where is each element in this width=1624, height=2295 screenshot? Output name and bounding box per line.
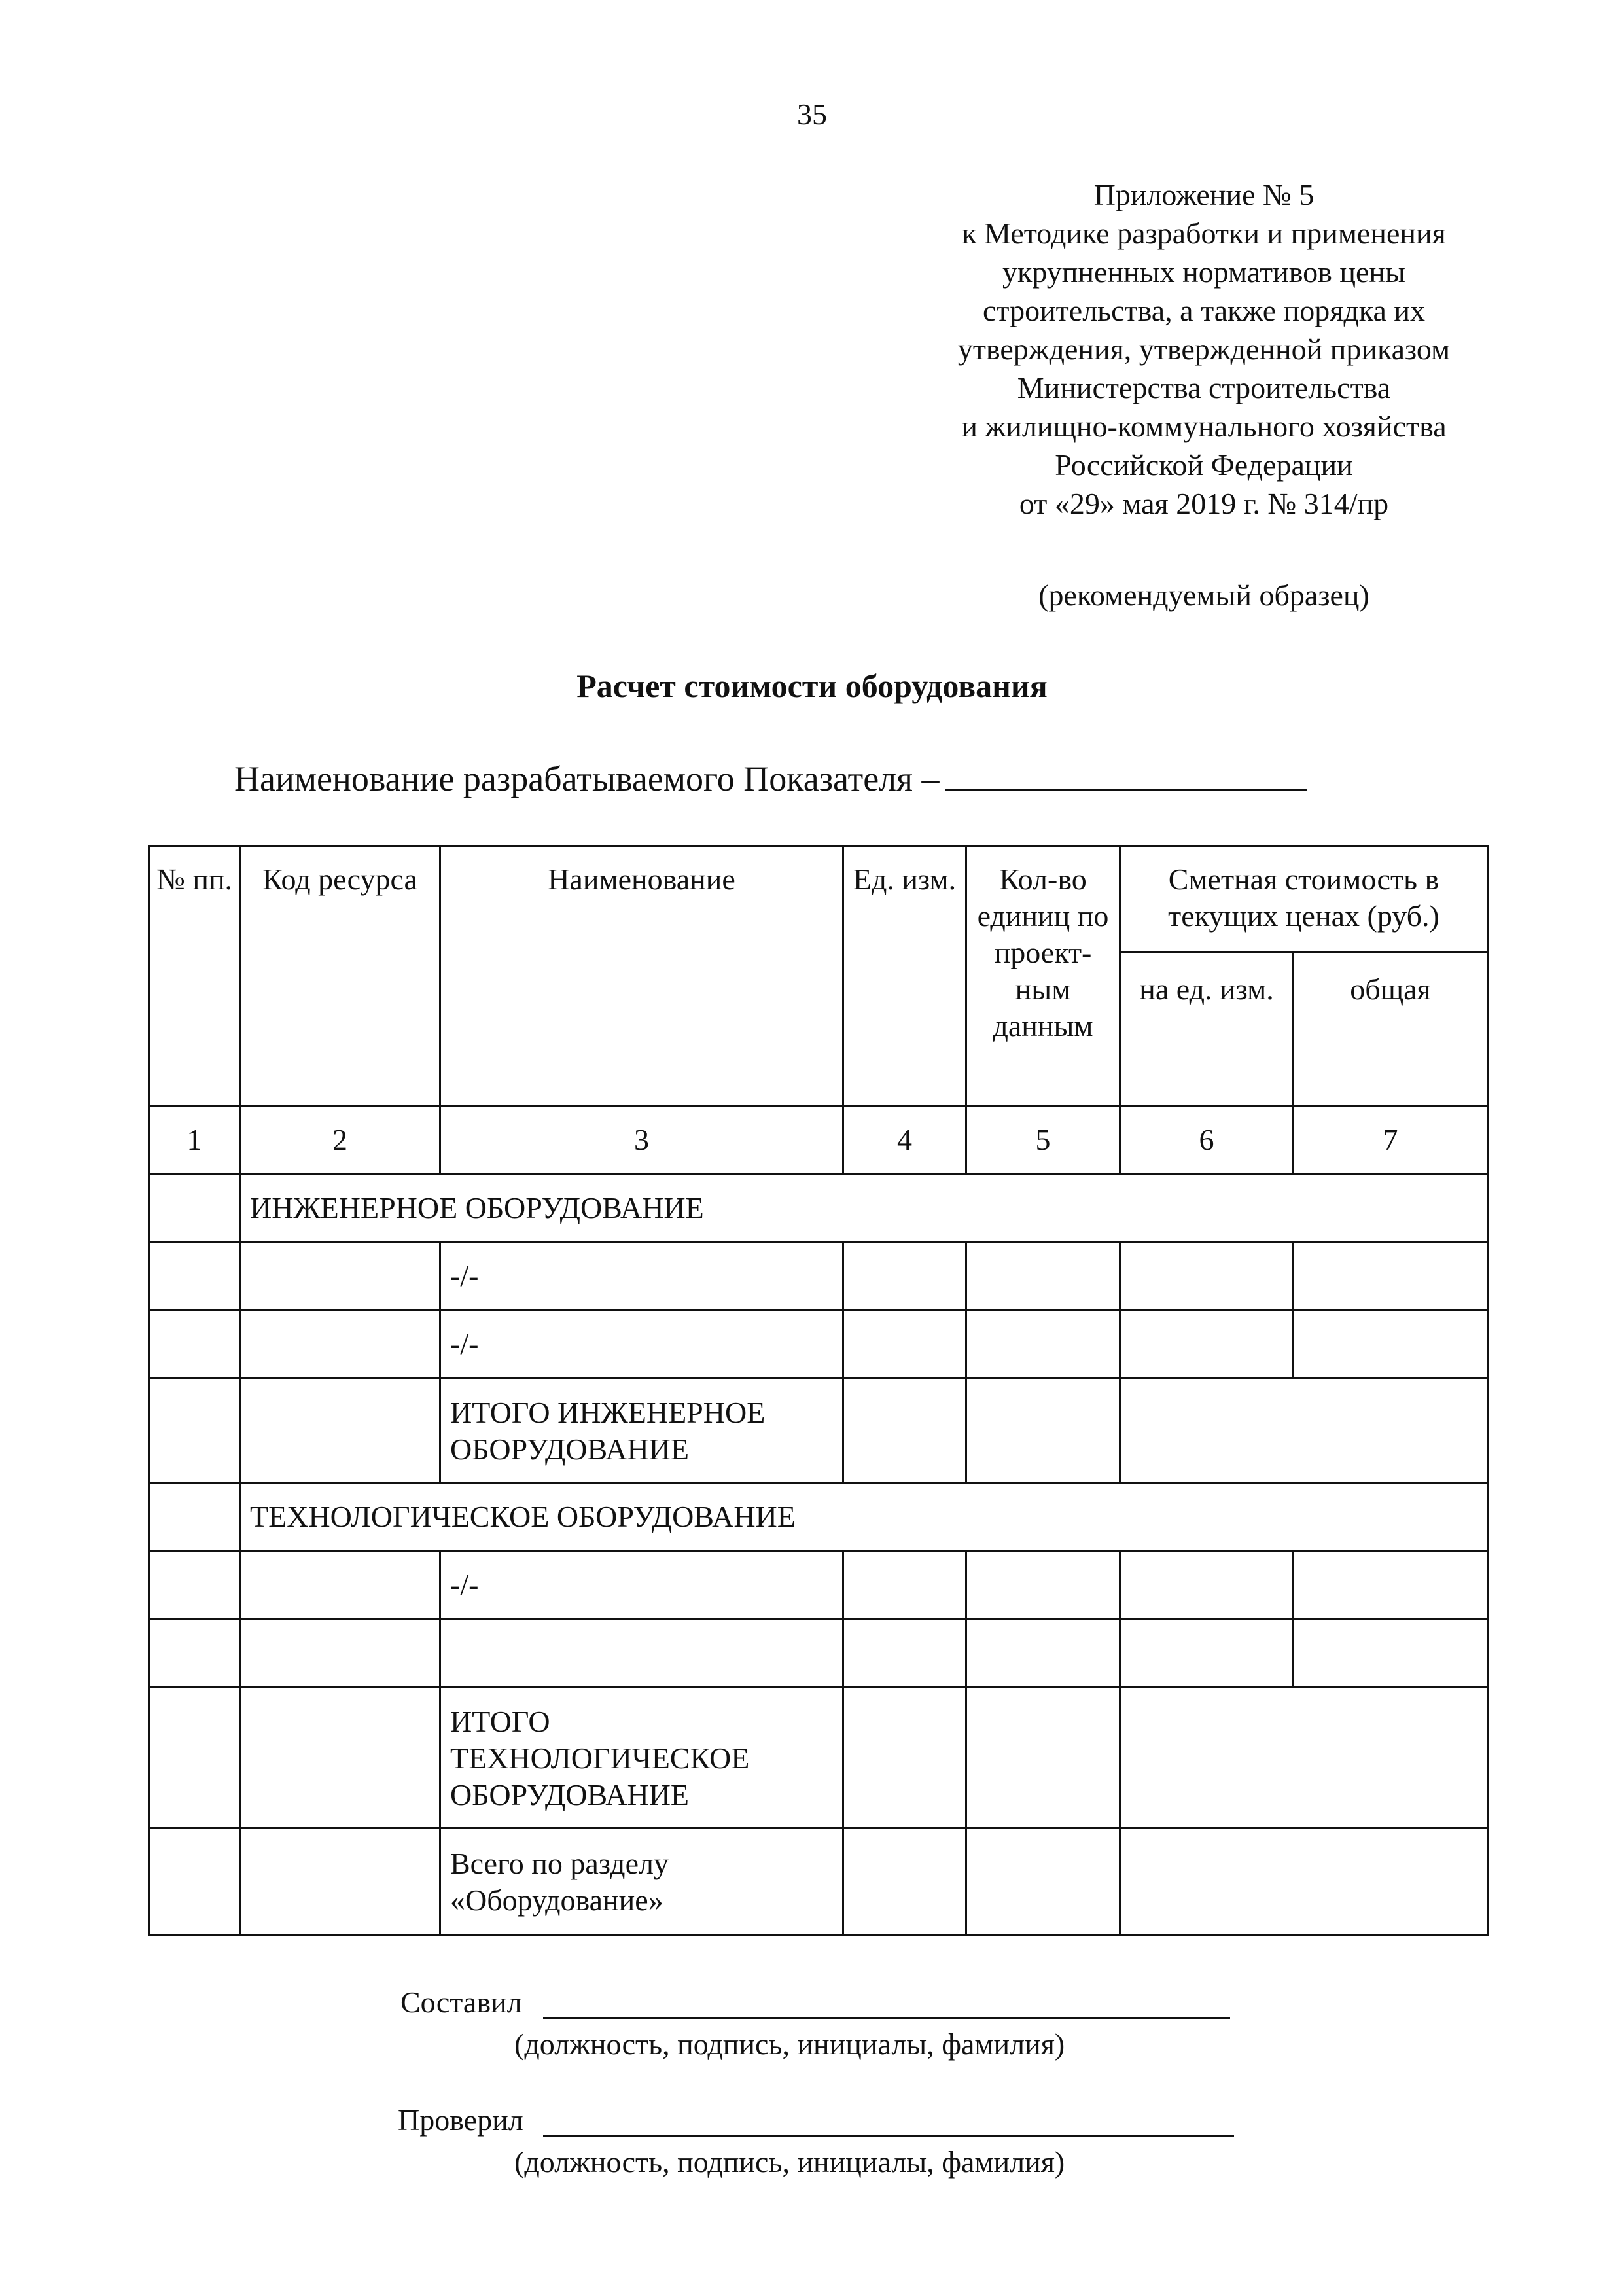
column-number: 1 — [149, 1106, 240, 1174]
table-cell — [843, 1687, 966, 1828]
table-cell — [240, 1687, 440, 1828]
appendix-line: утверждения, утвержденной приказом — [957, 332, 1451, 366]
table-cell — [1120, 1687, 1488, 1828]
appendix-line: от «29» мая 2019 г. № 314/пр — [1019, 487, 1389, 520]
table-cell — [149, 1551, 240, 1619]
header-resource-code: Код ресурса — [240, 846, 440, 1106]
header-estimated-cost: Сметная стоимость в текущих ценах (руб.) — [1120, 846, 1488, 952]
grand-total-label: Всего по разделу «Оборудование» — [440, 1828, 843, 1935]
table-cell — [1120, 1828, 1488, 1935]
table-cell — [149, 1619, 240, 1687]
header-no: № пп. — [149, 846, 240, 1106]
table-cell — [966, 1551, 1120, 1619]
table-row — [149, 1242, 1488, 1310]
table-cell — [966, 1687, 1120, 1828]
section-engineering: ИНЖЕНЕРНОЕ ОБОРУДОВАНИЕ — [240, 1174, 1488, 1242]
table-cell — [843, 1378, 966, 1483]
table-cell — [1120, 1310, 1294, 1378]
table-cell — [1294, 1551, 1488, 1619]
appendix-line: строительства, а также порядка их — [982, 294, 1425, 327]
appendix-line: Министерства строительства — [1017, 371, 1391, 404]
total-row — [149, 1687, 1488, 1828]
checked-by-hint: (должность, подпись, инициалы, фамилия) — [514, 2145, 1065, 2179]
table-cell — [1120, 1551, 1294, 1619]
column-number: 7 — [1294, 1106, 1488, 1174]
table-row — [149, 1619, 1488, 1687]
table-cell — [1120, 1378, 1488, 1483]
table-cell — [843, 1551, 966, 1619]
total-engineering: ИТОГО ИНЖЕНЕРНОЕ ОБОРУДОВАНИЕ — [440, 1378, 843, 1483]
total-row — [149, 1378, 1488, 1483]
header-quantity: Кол-во единиц по проект- ным данным — [966, 846, 1120, 1106]
table-cell — [440, 1619, 843, 1687]
table-cell — [149, 1828, 240, 1935]
column-numbers-row — [149, 1106, 1488, 1174]
document-title: Расчет стоимости оборудования — [576, 667, 1048, 704]
checked-by-signature-line — [543, 2135, 1234, 2137]
column-number: 4 — [843, 1106, 966, 1174]
appendix-line: Российской Федерации — [1055, 448, 1353, 482]
placeholder-cell: -/- — [440, 1551, 843, 1619]
total-technological: ИТОГО ТЕХНОЛОГИЧЕСКОЕ ОБОРУДОВАНИЕ — [440, 1687, 843, 1828]
sample-note: (рекомендуемый образец) — [1038, 578, 1369, 612]
appendix-header — [851, 175, 1557, 523]
table-cell — [240, 1378, 440, 1483]
table-cell — [149, 1378, 240, 1483]
column-number: 2 — [240, 1106, 440, 1174]
checked-by-label: Проверил — [398, 2103, 523, 2137]
table-row — [149, 1551, 1488, 1619]
equipment-cost-table — [148, 845, 1489, 1936]
table-cell — [240, 1310, 440, 1378]
table-cell — [149, 1483, 240, 1551]
table-cell — [843, 1619, 966, 1687]
table-cell — [843, 1828, 966, 1935]
table-cell — [149, 1242, 240, 1310]
table-cell — [966, 1828, 1120, 1935]
grand-total-row — [149, 1828, 1488, 1935]
table-cell — [240, 1551, 440, 1619]
table-cell — [149, 1687, 240, 1828]
table-cell — [1294, 1310, 1488, 1378]
table-cell — [843, 1310, 966, 1378]
indicator-label: Наименование разрабатываемого Показателя – — [234, 759, 940, 798]
table-cell — [843, 1242, 966, 1310]
table-cell — [240, 1828, 440, 1935]
placeholder-cell: -/- — [440, 1242, 843, 1310]
header-name: Наименование — [440, 846, 843, 1106]
table-cell — [240, 1619, 440, 1687]
table-cell — [149, 1174, 240, 1242]
table-row — [149, 1310, 1488, 1378]
table-cell — [966, 1242, 1120, 1310]
section-row — [149, 1174, 1488, 1242]
compiled-by-signature-line — [543, 2017, 1230, 2019]
column-number: 6 — [1120, 1106, 1294, 1174]
appendix-line: Приложение № 5 — [1093, 178, 1315, 211]
table-cell — [1120, 1619, 1294, 1687]
header-cost-total: общая — [1294, 952, 1488, 1106]
page-number: 35 — [797, 98, 827, 131]
compiled-by-label: Составил — [400, 1985, 522, 2019]
header-cost-per-unit: на ед. изм. — [1120, 952, 1294, 1106]
table-cell — [966, 1310, 1120, 1378]
table-cell — [1294, 1242, 1488, 1310]
table-cell — [966, 1378, 1120, 1483]
column-number: 3 — [440, 1106, 843, 1174]
section-row — [149, 1483, 1488, 1551]
indicator-blank-field — [945, 758, 1307, 791]
table-cell — [966, 1619, 1120, 1687]
table-cell — [1294, 1619, 1488, 1687]
table-cell — [1120, 1242, 1294, 1310]
appendix-line: к Методике разработки и применения — [962, 217, 1446, 250]
appendix-line: укрупненных нормативов цены — [1002, 255, 1405, 289]
placeholder-cell: -/- — [440, 1310, 843, 1378]
table-cell — [240, 1242, 440, 1310]
compiled-by-hint: (должность, подпись, инициалы, фамилия) — [514, 2027, 1065, 2061]
section-technological: ТЕХНОЛОГИЧЕСКОЕ ОБОРУДОВАНИЕ — [240, 1483, 1488, 1551]
appendix-line: и жилищно-коммунального хозяйства — [961, 410, 1447, 443]
header-unit: Ед. изм. — [843, 846, 966, 1106]
indicator-line — [234, 758, 1307, 800]
column-number: 5 — [966, 1106, 1120, 1174]
table-cell — [149, 1310, 240, 1378]
